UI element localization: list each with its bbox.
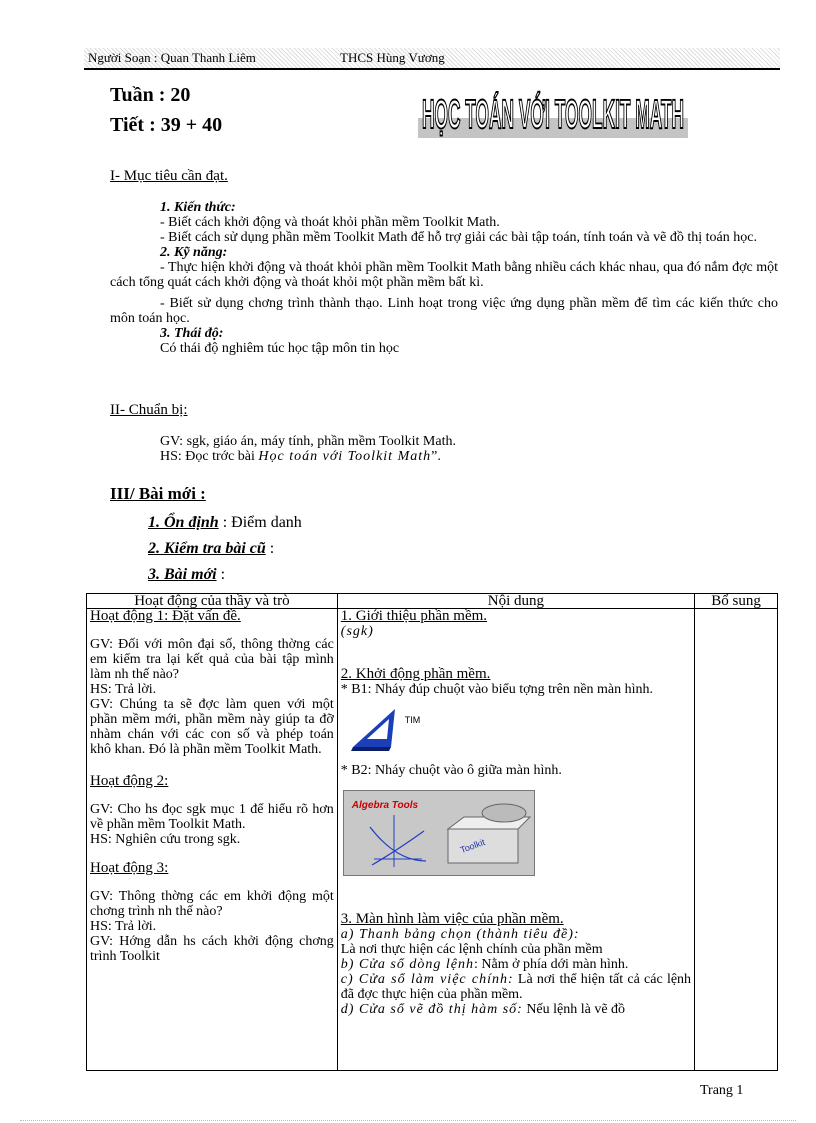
table-header-row: [87, 594, 778, 609]
table-row: [87, 609, 778, 1071]
knowledge-2: - Biết cách sử dụng phần mềm Toolkit Math để hỗ trợ giải các bài tập toán, tính toán và vẽ đồ thị toán học.: [160, 230, 757, 245]
content-2-step2: * B2: Nháy chuột vào ô giữa màn hình.: [340, 763, 562, 778]
knowledge-1: - Biết cách khởi động và thoát khỏi phần mềm Toolkit Math.: [160, 215, 500, 230]
activity-3-gv: GV: Thông thờng các em khởi động một chơng trình nh thế nào?: [90, 889, 334, 919]
prep-gv: GV: sgk, giáo án, máy tính, phần mềm Toolkit Math.: [160, 434, 456, 449]
week-label: Tuần : 20: [110, 84, 191, 106]
section-1-heading: I- Mục tiêu cần đạt.: [110, 168, 228, 184]
activity-table: [86, 593, 778, 1071]
activity-3-hs: HS: Trả lời.: [90, 919, 157, 934]
item-on-dinh: 1. Ổn định : Điểm danh: [148, 514, 302, 531]
period-label: Tiết : 39 + 40: [110, 114, 223, 136]
skills-1: - Thực hiện khởi động và thoát khỏi phần mềm Toolkit Math bằng nhiều cách khác nhau, qua đó nắm đợc một cách tổng quát cách khởi động và thoát khỏi một phần mềm bất kì.: [110, 260, 778, 290]
toolkit-triangle-icon: [347, 705, 427, 751]
activity-1-hs: HS: Trả lời.: [90, 682, 157, 697]
content-3-d: d) Cửa sổ vẽ đồ thị hàm số: Nếu lệnh là vẽ đồ: [340, 1002, 626, 1017]
lesson-info: [110, 80, 222, 140]
section-1-body: [110, 200, 778, 356]
content-3-heading: 3. Màn hình làm việc của phần mềm.: [340, 911, 564, 927]
content-1-text: (sgk): [340, 624, 374, 639]
content-cell: [337, 609, 694, 1071]
activity-cell: [87, 609, 338, 1071]
section-3-items: [148, 510, 302, 588]
content-3-b: b) Cửa sổ dòng lệnh: Nằm ở phía dới màn hình.: [340, 957, 629, 972]
activity-1-gv: GV: Đối với môn đại số, thông thờng các em kiểm tra lại kết quả của bài tập mình làm nh thế nào?: [90, 637, 334, 682]
item-bai-moi: 3. Bài mới :: [148, 566, 226, 583]
prep-hs: HS: Đọc trớc bài Học toán với Toolkit Math”.: [160, 449, 441, 464]
notes-cell: [695, 609, 778, 1071]
col-activity: Hoạt động của thầy và trò: [87, 594, 338, 609]
section-3-heading: III/ Bài mới :: [110, 484, 206, 503]
activity-1-gv2: GV: Chúng ta sẽ đợc làm quen với một phần mềm mới, phần mềm này giúp ta đỡ nhàm chán với các con số và phép toán khô khan. Đó là phần mềm Toolkit Math.: [90, 697, 334, 757]
content-2-heading: 2. Khởi động phần mềm.: [340, 666, 491, 682]
knowledge-heading: 1. Kiến thức:: [160, 200, 236, 215]
title-text: HỌC TOÁN VỚI TOOLKIT MATH: [422, 91, 684, 138]
page-number: Trang 1: [700, 1083, 744, 1098]
title-wordart: [418, 78, 688, 140]
activity-2-gv: GV: Cho hs đọc sgk mục 1 để hiểu rõ hơn về phần mềm Toolkit Math.: [90, 802, 334, 832]
splash-title: Algebra Tools: [351, 800, 419, 811]
header-author: Người Soạn : Quan Thanh Liêm: [88, 50, 256, 65]
page-bottom-divider: [20, 1120, 796, 1121]
content-3-a-text: Là nơi thực hiện các lệnh chính của phần mềm: [340, 942, 603, 957]
splash-box-label: Toolkit: [458, 836, 487, 856]
activity-3-gv2: GV: Hớng dẫn hs cách khởi động chơng trình Toolkit: [90, 934, 334, 964]
section-2-body: [160, 434, 760, 464]
content-1-heading: 1. Giới thiệu phần mềm.: [340, 608, 488, 624]
skills-heading: 2. Kỹ năng:: [160, 245, 228, 260]
algebra-tools-splash: [343, 790, 535, 876]
content-3-c: c) Cửa sổ làm việc chính: Là nơi thể hiện tất cả các lệnh đã đợc thực hiện của phần mềm.: [340, 972, 692, 1002]
tim-label: TIM: [404, 715, 421, 725]
section-2-heading: II- Chuẩn bị:: [110, 402, 188, 418]
activity-2-heading: Hoạt động 2:: [90, 773, 169, 789]
splash-graphic: [344, 791, 534, 875]
header-school: THCS Hùng Vương: [340, 50, 445, 65]
content-3-a-label: a) Thanh bảng chọn (thành tiêu đề):: [340, 927, 580, 942]
item-kiem-tra: 2. Kiểm tra bài cũ :: [148, 540, 275, 557]
activity-1-heading: Hoạt động 1: Đặt vấn đề.: [90, 608, 241, 624]
skills-2: - Biết sử dụng chơng trình thành thạo. Linh hoạt trong việc ứng dụng phần mềm để tìm các kiến thức cho môn toán học.: [110, 296, 778, 326]
activity-2-hs: HS: Nghiên cứu trong sgk.: [90, 832, 241, 847]
toolkit-desktop-icon: [347, 705, 691, 751]
attitude-heading: 3. Thái độ:: [160, 326, 224, 341]
col-content: Nội dung: [337, 594, 694, 609]
page-header: [84, 48, 780, 70]
attitude-1: Có thái độ nghiêm túc học tập môn tin học: [160, 341, 400, 356]
content-2-step1: * B1: Nháy đúp chuột vào biểu tợng trên nền màn hình.: [340, 682, 654, 697]
activity-3-heading: Hoạt động 3:: [90, 860, 169, 876]
col-notes: Bổ sung: [695, 594, 778, 609]
